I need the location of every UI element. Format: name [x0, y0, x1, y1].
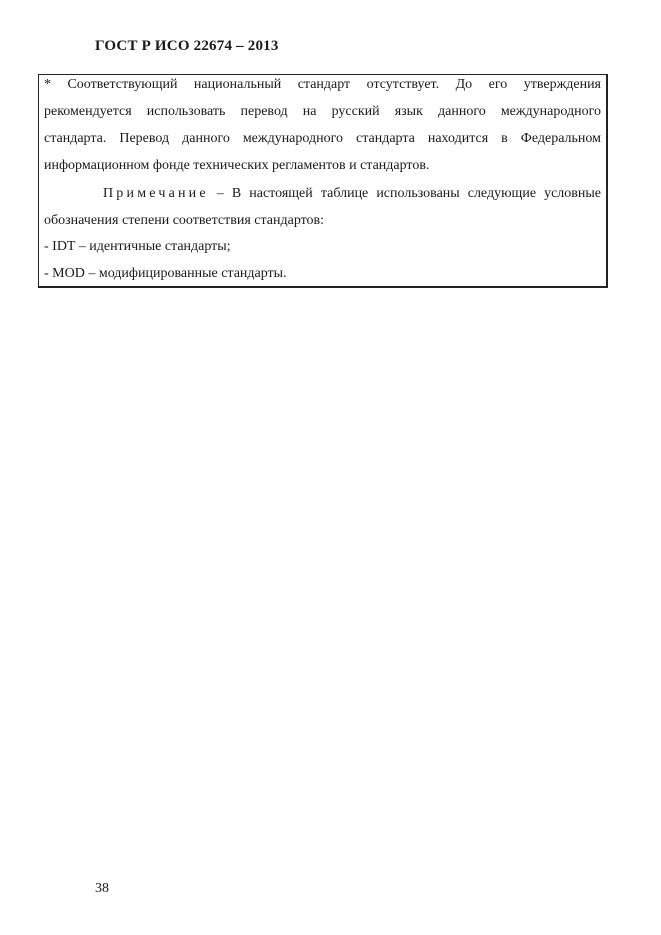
legend-item-mod: - MOD – модифицированные стандарты.: [44, 266, 287, 281]
footnote-line: стандарта. Перевод данного международного стандарта находится в Федеральном: [44, 131, 601, 146]
legend-item-idt: - IDT – идентичные стандарты;: [44, 239, 231, 254]
footnote-line: * Соответствующий национальный стандарт отсутствует. До его утверждения: [44, 77, 601, 92]
note-line: [103, 184, 601, 204]
note-text: – В настоящей таблице использованы следующие условные: [216, 186, 602, 201]
footnote-line: информационном фонде технических регламентов и стандартов.: [44, 158, 430, 173]
note-line: обозначения степени соответствия стандартов:: [44, 213, 325, 228]
note-label: Примечание: [103, 186, 209, 201]
page-number: 38: [95, 881, 109, 896]
footnote-box: [38, 74, 608, 288]
footnote-line: рекомендуется использовать перевод на русский язык данного международного: [44, 104, 601, 119]
document-header-title: ГОСТ Р ИСО 22674 – 2013: [95, 38, 279, 54]
